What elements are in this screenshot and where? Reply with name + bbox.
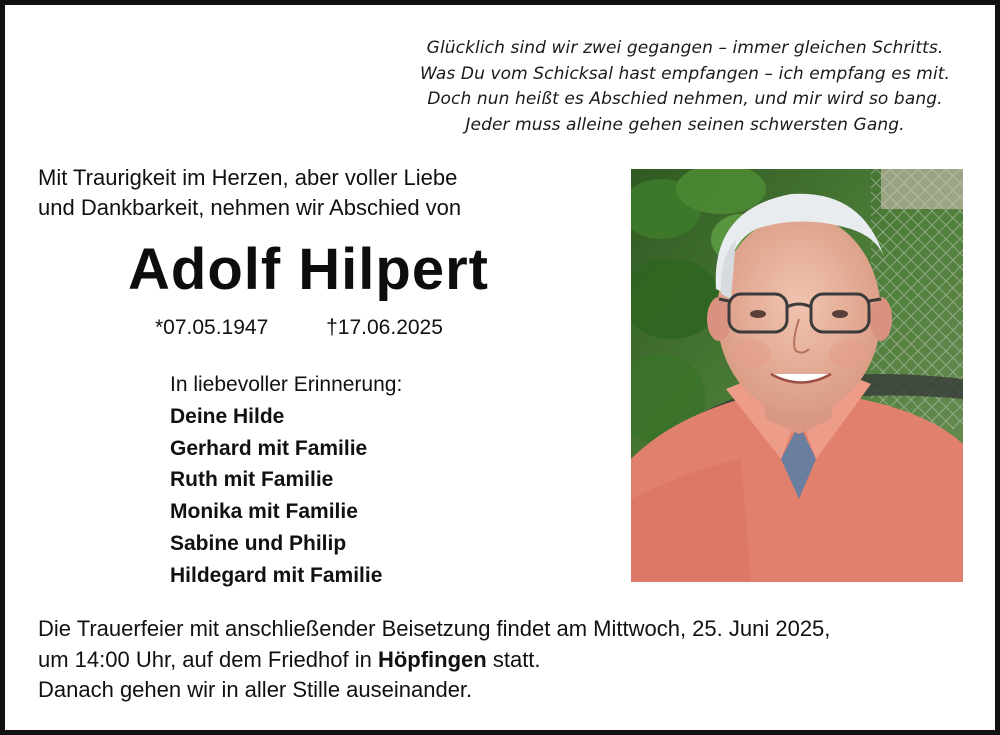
poem-line: Jeder muss alleine gehen seinen schwersten Gang. (465, 114, 905, 135)
mourner-name: Sabine und Philip (170, 531, 347, 555)
mourner-name: Hildegard mit Familie (170, 563, 383, 587)
funeral-statt: statt. (486, 646, 541, 672)
deceased-name: Adolf Hilpert (128, 237, 489, 302)
mourner-name: Gerhard mit Familie (170, 436, 368, 460)
funeral-line: Danach gehen wir in aller Stille auseinander. (38, 677, 473, 702)
poem-line: Doch nun heißt es Abschied nehmen, und mir wird so bang. (427, 89, 943, 109)
poem (400, 36, 970, 138)
portrait-illustration (631, 169, 963, 582)
funeral-info (38, 614, 830, 706)
poem-line: Glücklich sind wir zwei gegangen – immer gleichen Schritts. (426, 38, 944, 58)
poem-line: Was Du vom Schicksal hast empfangen – ich empfang es mit. (419, 63, 951, 84)
mourners-label: In liebevoller Erinnerung: (170, 373, 403, 396)
death-date: †17.06.2025 (326, 316, 443, 339)
intro-text (38, 163, 461, 223)
funeral-time-text: um 14:00 Uhr, auf dem Friedhof in (38, 646, 378, 672)
funeral-place: Höpfingen (377, 646, 487, 672)
birth-date: *07.05.1947 (155, 316, 269, 339)
mourner-name: Deine Hilde (170, 404, 285, 428)
life-dates (155, 316, 443, 340)
intro-line: Mit Traurigkeit im Herzen, aber voller Liebe (38, 165, 458, 190)
portrait-photo (631, 169, 963, 582)
mourner-name: Monika mit Familie (170, 500, 358, 524)
funeral-line: Die Trauerfeier mit anschließender Beisetzung findet am Mittwoch, 25. Juni 2025, (38, 616, 831, 641)
mourner-name: Ruth mit Familie (170, 468, 334, 492)
funeral-line (38, 645, 830, 676)
intro-line: und Dankbarkeit, nehmen wir Abschied von (38, 195, 462, 220)
mourners-list (170, 369, 402, 592)
